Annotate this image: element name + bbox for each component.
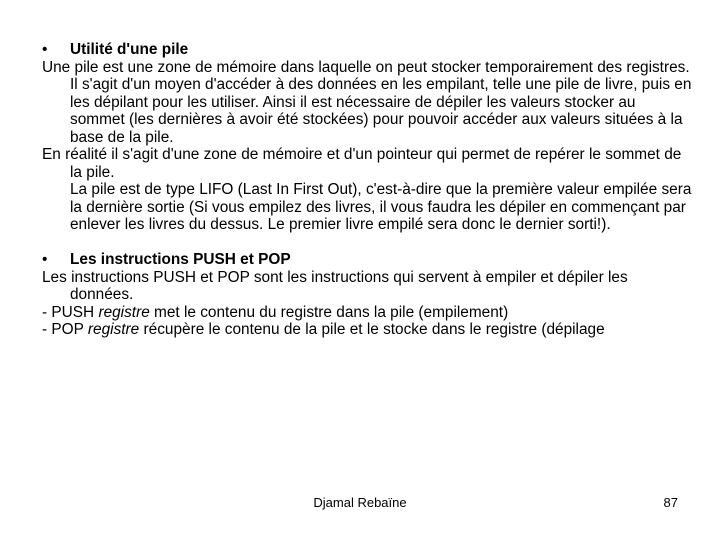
section-heading-pile: [42, 41, 692, 59]
push-prefix: - PUSH: [42, 303, 99, 321]
paragraph-lifo: La pile est de type LIFO (Last In First Out), c'est-à-dire que la première valeur empilée sera la dernière sortie (Si vous empilez des livres, il vous faudra les dépiler en commençant par enlever les livres du dessus. Le premier livre empilé sera donc le dernier sorti!).: [70, 181, 692, 233]
pop-suffix: récupère le contenu de la pile et le stocke dans le registre (dépilage: [139, 321, 605, 338]
heading-text: Les instructions PUSH et POP: [70, 251, 291, 268]
push-suffix: met le contenu du registre dans la pile (empilement): [149, 303, 509, 321]
section-heading-push-pop: [42, 251, 692, 269]
paragraph-pop: [42, 321, 692, 339]
paragraph-definition: Une pile est une zone de mémoire dans laquelle on peut stocker temporairement des registres. Il s'agit d'un moyen d'accéder à des données en les empilant, telle une pile de livre, puis en les dépilant pour les utiliser. Ainsi il est nécessaire de dépiler les valeurs stocker au sommet (les dernières à avoir été stockées) pour pouvoir accéder aux valeurs situées à la base de la pile.: [42, 58, 692, 146]
spacer: [42, 234, 692, 252]
bullet-icon: •: [42, 41, 48, 58]
paragraph-reality: En réalité il s'agit d'une zone de mémoire et d'un pointeur qui permet de repérer le sommet de la pile.: [42, 146, 682, 181]
footer-author: Djamal Rebaïne: [313, 495, 407, 510]
slide-body: [42, 41, 692, 339]
pop-arg: registre: [87, 321, 140, 338]
bullet-icon: •: [42, 251, 48, 268]
pop-prefix: - POP: [42, 321, 88, 338]
paragraph-push-pop: Les instructions PUSH et POP sont les instructions qui servent à empiler et dépiler les données.: [42, 268, 628, 303]
push-arg: registre: [98, 303, 150, 321]
page-number: 87: [663, 495, 678, 510]
heading-text: Utilité d'une pile: [70, 41, 189, 58]
paragraph-push: [42, 304, 692, 322]
